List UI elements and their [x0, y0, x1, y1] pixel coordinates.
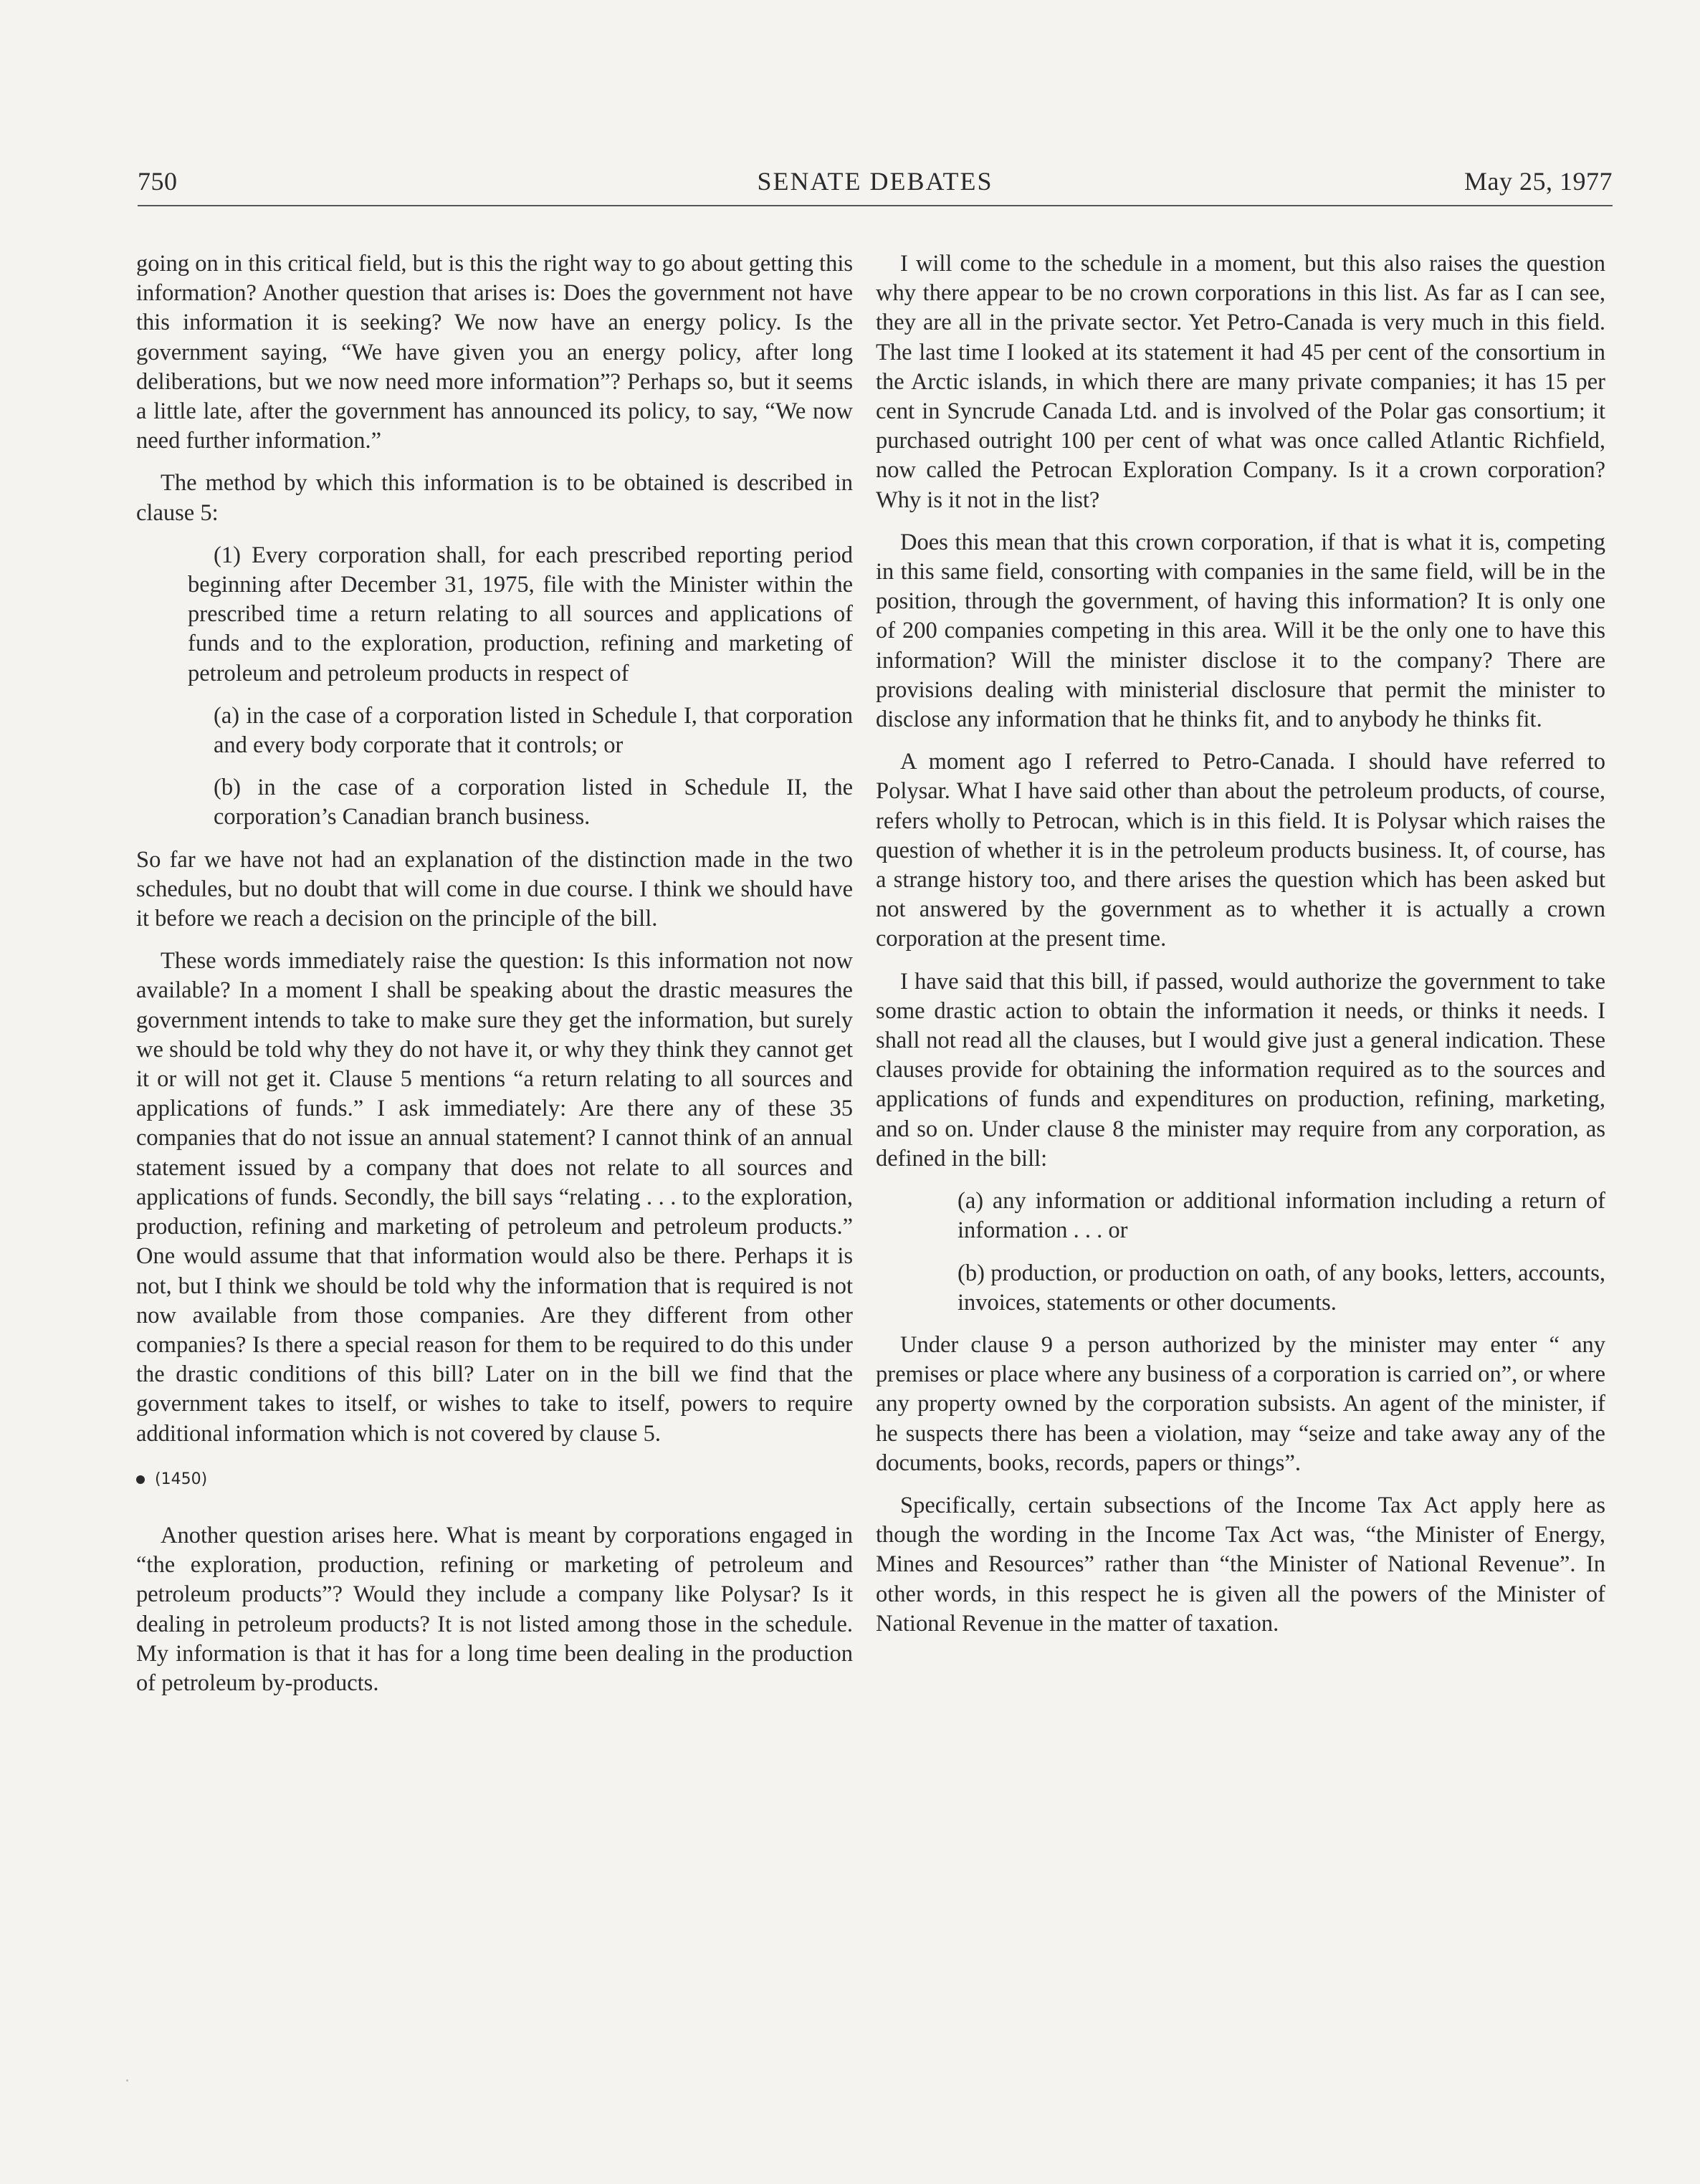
paragraph: Specifically, certain subsections of the Income Tax Act apply here as though the wording in the Income Tax Act was, “the Minister of Energy, Mines and Resources” rather than “the Minister of National Revenue”. In other words, in this respect he is given all the powers of the Minister of National Revenue in the matter of taxation. — [876, 1492, 1605, 1637]
paragraph: These words immediately raise the question: Is this information not now available? In a moment I shall be speaking about the drastic measures the government intends to take to make sure they get the information, but surely we should be told why they do not have it, or why they think they cannot get it or will not get it. Clause 5 mentions “a return relating to all sources and applications of funds.” I ask immediately: Are there any of these 35 companies that do not issue an annual statement? I cannot think of an annual statement issued by a company that does not relate to all sources and applications of funds. Secondly, the bill says “relating . . . to the exploration, production, refining and marketing of petroleum and petroleum products.” One would assume that that information would also be there. Perhaps it is not, but I think we should be told why the information that is required is not now available from those companies. Are they different from other companies? Is there a special reason for them to be required to do this under the drastic conditions of this bill? Later on in the bill we find that the government takes to itself, or wishes to take to itself, powers to require additional information which is not covered by clause 5. — [136, 948, 853, 1447]
scan-speck — [126, 2079, 128, 2082]
right-column — [876, 249, 1605, 1652]
bullet-icon — [136, 1475, 145, 1484]
paragraph: The method by which this information is to be obtained is described in clause 5: — [136, 470, 853, 526]
left-column — [136, 249, 853, 1711]
header-date: May 25, 1977 — [1464, 167, 1613, 196]
paragraph: So far we have not had an explanation of the distinction made in the two schedules, but no doubt that will come in due course. I think we should have it before we reach a decision on the principle of the bill. — [136, 846, 853, 932]
paragraph: going on in this critical field, but is this the right way to go about getting this information? Another question that arises is: Does the government not have this information it is seeking? We now have an energy policy. Is the government saying, “We have given you an energy policy, after long deliberations, but we now need more information”? Perhaps so, but it seems a little late, after the government has announced its policy, to say, “We now need further information.” — [136, 251, 853, 454]
paragraph: A moment ago I referred to Petro-Canada. I should have referred to Polysar. What I have said other than about the petroleum products, of course, refers wholly to Petrocan, which is in this field. It is Polysar which raises the question of whether it is in the petroleum products business. It, of course, has a strange history too, and there arises the question which has been asked but not answered by the government as to whether it is actually a crown corporation at the present time. — [876, 749, 1605, 952]
quoted-item-a: (a) any information or additional information including a return of information . . . or — [958, 1188, 1605, 1244]
running-header — [138, 163, 1613, 206]
paragraph: Does this mean that this crown corporation, if that is what it is, competing in this same field, consorting with companies in the same field, will be in the position, through the government, of having this information? It is only one of 200 companies competing in this area. Will it be the only one to have this information? Will the minister disclose it to the company? There are provisions dealing with ministerial disclosure that permit the minister to disclose any information that he thinks fit, and to anybody he thinks fit. — [876, 529, 1605, 733]
header-title: SENATE DEBATES — [757, 167, 993, 196]
time-marker — [136, 1465, 853, 1494]
page-number: 750 — [138, 167, 178, 196]
paragraph: I have said that this bill, if passed, would authorize the government to take some drastic action to obtain the information it needs, or thinks it needs. I shall not read all the clauses, but I would give just a general indication. These clauses provide for obtaining the information required as to the sources and applications of funds and expenditures on production, refining, marketing, and so on. Under clause 8 the minister may require from any corporation, as defined in the bill: — [876, 968, 1605, 1172]
quoted-subclause-a: (a) in the case of a corporation listed in Schedule I, that corporation and every body corporate that it controls; or — [214, 702, 853, 759]
time-marker-label: (1450) — [155, 1470, 208, 1488]
quoted-clause: (1) Every corporation shall, for each prescribed reporting period beginning after December 31, 1975, file with the Minister within the prescribed time a return relating to all sources and applications of funds and to the exploration, production, refining and marketing of petroleum and petroleum products in respect of — [188, 542, 853, 686]
paragraph: Under clause 9 a person authorized by the minister may enter “ any premises or place where any business of a corporation is carried on”, or where any property owned by the corporation subsists. An agent of the minister, if he suspects there has been a violation, may “seize and take away any of the documents, books, records, papers or things”. — [876, 1331, 1605, 1476]
paragraph: I will come to the schedule in a moment, but this also raises the question why there appear to be no crown corporations in this list. As far as I can see, they are all in the private sector. Yet Petro-Canada is very much in this field. The last time I looked at its statement it had 45 per cent of the consortium in the Arctic islands, in which there are many private companies; it has 15 per cent in Syncrude Canada Ltd. and is involved of the Polar gas consortium; it purchased outright 100 per cent of what was once called Atlantic Richfield, now called the Petrocan Exploration Company. Is it a crown corporation? Why is it not in the list? — [876, 251, 1605, 513]
paragraph: Another question arises here. What is meant by corporations engaged in “the exploration, production, refining or marketing of petroleum and petroleum products”? Would they include a company like Polysar? Is it dealing in petroleum products? It is not listed among those in the schedule. My information is that it has for a long time been dealing in the production of petroleum by-products. — [136, 1522, 853, 1696]
quoted-item-b: (b) production, or production on oath, of any books, letters, accounts, invoices, statements or other documents. — [958, 1260, 1605, 1316]
quoted-subclause-b: (b) in the case of a corporation listed in Schedule II, the corporation’s Canadian branch business. — [214, 775, 853, 830]
